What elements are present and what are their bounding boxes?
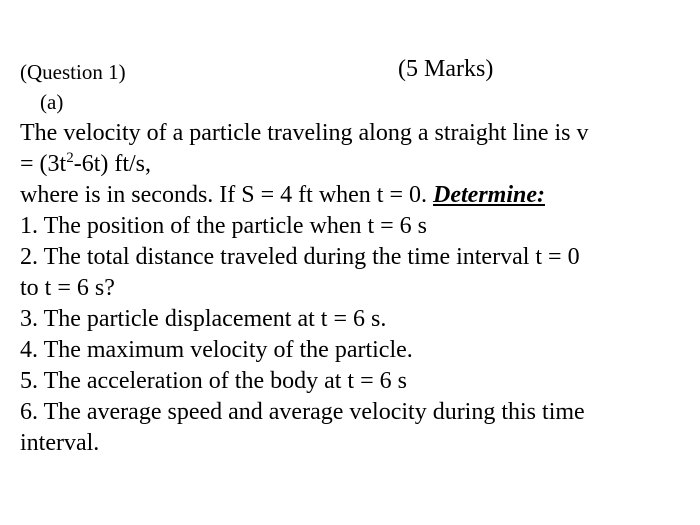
determine-label: Determine: <box>433 182 545 208</box>
velocity-eq-end: -6t) ft/s, <box>73 151 152 177</box>
question-line: to t = 6 s? <box>20 275 115 301</box>
question-header <box>20 56 680 86</box>
velocity-exponent: 2 <box>66 150 74 166</box>
question-line: 5. The acceleration of the body at t = 6 s <box>20 368 407 394</box>
intro-line-3 <box>20 180 680 211</box>
intro-line-1: The velocity of a particle traveling along a straight line is v <box>20 120 589 146</box>
question-line: 1. The position of the particle when t = 6 s <box>20 213 428 239</box>
problem-text <box>20 118 680 459</box>
question-line: 3. The particle displacement at t = 6 s. <box>20 306 387 332</box>
condition-text: where is in seconds. If S = 4 ft when t = 0. <box>20 182 434 208</box>
question-line: 2. The total distance traveled during the time interval t = 0 <box>20 244 580 270</box>
question-label: (Question 1) <box>20 60 126 84</box>
velocity-eq-start: = (3t <box>20 151 67 177</box>
marks-label: (5 Marks) <box>398 56 494 82</box>
part-label: (a) <box>40 90 64 114</box>
question-line: 6. The average speed and average velocity during this time <box>20 399 585 425</box>
intro-line-2 <box>20 149 680 180</box>
question-line: interval. <box>20 430 100 456</box>
question-line: 4. The maximum velocity of the particle. <box>20 337 413 363</box>
